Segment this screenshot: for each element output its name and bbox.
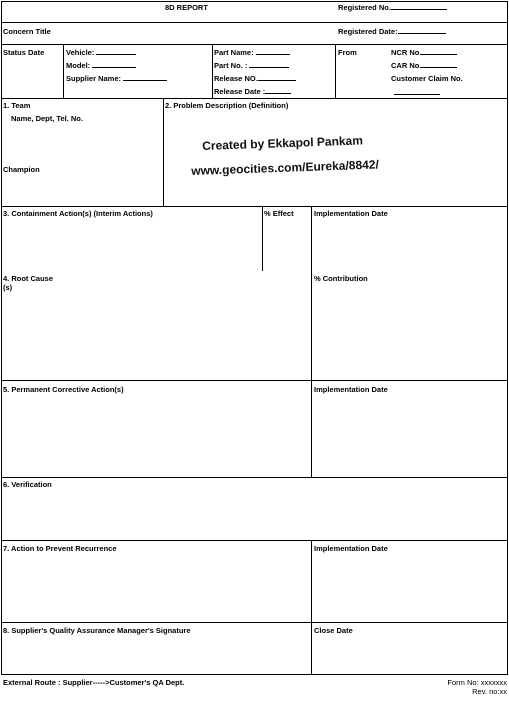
release-no-field: Release NO. [214, 74, 296, 83]
watermark-url: www.geocities.com/Eureka/8842/ [191, 157, 380, 178]
rule-team [1, 206, 508, 207]
part-name-field: Part Name: [214, 48, 290, 57]
release-date-field: Release Date : [214, 87, 291, 96]
root-cause-heading: 4. Root Cause [3, 274, 54, 283]
status-date-label: Status Date [3, 48, 45, 57]
prevent-recurrence-heading: 7. Action to Prevent Recurrence [3, 544, 117, 553]
car-no-blank[interactable] [421, 61, 457, 68]
rule-header [1, 22, 508, 23]
ncr-no-blank[interactable] [421, 48, 457, 55]
champion-label: Champion [3, 165, 40, 174]
part-no-field: Part No. : [214, 61, 289, 70]
report-title: 8D REPORT [165, 3, 208, 12]
implementation-date-7-label: Implementation Date [314, 544, 388, 553]
rule-status [1, 98, 508, 99]
permanent-corrective-heading: 5. Permanent Corrective Action(s) [3, 385, 124, 394]
verification-heading: 6. Verification [3, 480, 52, 489]
vehicle-blank[interactable] [96, 48, 136, 55]
divider-status-3 [335, 44, 336, 98]
revision-number: Rev. no:xx [472, 687, 507, 696]
problem-description-heading: 2. Problem Description (Definition) [165, 101, 289, 110]
rule-permanent [1, 477, 508, 478]
from-label: From [338, 48, 357, 57]
divider-status-2 [212, 44, 213, 98]
rule-prevent [1, 622, 508, 623]
divider-effect [262, 206, 263, 271]
divider-impl-lower [311, 540, 312, 675]
registered-date-label: Registered Date: [338, 27, 446, 36]
root-cause-sub-label: (s) [3, 283, 13, 292]
rule-root-cause [1, 380, 508, 381]
concern-title-label: Concern Title [3, 27, 51, 36]
model-blank[interactable] [92, 61, 136, 68]
release-no-blank[interactable] [258, 74, 296, 81]
percent-effect-label: % Effect [264, 209, 294, 218]
divider-status-1 [63, 44, 64, 98]
car-no-field: CAR No. [391, 61, 457, 70]
vehicle-field: Vehicle: [66, 48, 136, 57]
implementation-date-5-label: Implementation Date [314, 385, 388, 394]
part-name-blank[interactable] [256, 48, 290, 55]
containment-heading: 3. Containment Action(s) (Interim Actions) [3, 209, 153, 218]
watermark-author: Created by Ekkapol Pankam [202, 133, 364, 153]
supplier-name-field: Supplier Name: [66, 74, 167, 83]
registered-no-label: Registered No. [338, 3, 447, 12]
rule-concern [1, 44, 508, 45]
external-route: External Route : Supplier----->Customer's QA Dept. [3, 678, 185, 687]
signature-heading: 8. Supplier's Quality Assurance Manager's Signature [3, 626, 191, 635]
customer-claim-no-label: Customer Claim No. [391, 74, 463, 83]
close-date-label: Close Date [314, 626, 353, 635]
team-members-label: Name, Dept, Tel. No. [11, 114, 83, 123]
team-heading: 1. Team [3, 101, 31, 110]
customer-claim-no-blank[interactable] [394, 88, 440, 95]
implementation-date-3-label: Implementation Date [314, 209, 388, 218]
form-number: Form No: xxxxxxx [447, 678, 507, 687]
release-date-blank[interactable] [265, 87, 291, 94]
divider-team [163, 98, 164, 206]
supplier-name-blank[interactable] [123, 74, 167, 81]
model-field: Model: [66, 61, 136, 70]
part-no-blank[interactable] [249, 61, 289, 68]
divider-impl-upper [311, 206, 312, 477]
rule-verification [1, 540, 508, 541]
percent-contribution-label: % Contribution [314, 274, 368, 283]
ncr-no-field: NCR No. [391, 48, 457, 57]
